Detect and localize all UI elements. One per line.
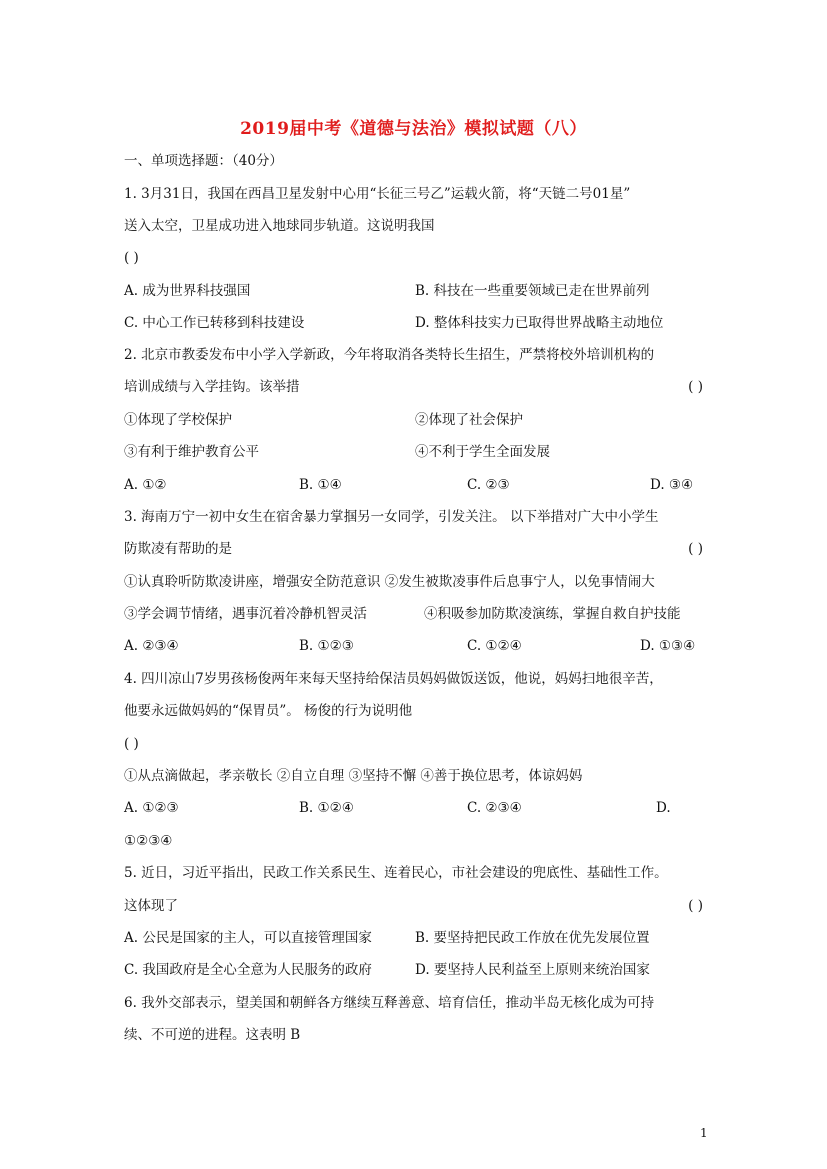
q3-option-a: A. ②③④ bbox=[124, 638, 179, 654]
q1-stem-line2: 送入太空，卫星成功进入地球同步轨道。这说明我国 bbox=[124, 218, 435, 234]
q5-answer-paren: ( ) bbox=[688, 898, 703, 914]
q3-statement-4: ④积吸参加防欺凌演练，掌握自救自护技能 bbox=[424, 606, 681, 622]
q4-stem-line2: 他要永远做妈妈的“保胃员”。 杨俊的行为说明他 bbox=[124, 703, 413, 719]
q2-stem-line2: 培训成绩与入学挂钩。该举措 bbox=[124, 379, 300, 395]
q2-answer-paren: ( ) bbox=[688, 379, 703, 395]
q3-answer-paren: ( ) bbox=[688, 541, 703, 557]
q1-answer-paren: ( ) bbox=[124, 250, 139, 266]
q3-option-c: C. ①②④ bbox=[467, 638, 522, 654]
q2-statement-2: ②体现了社会保护 bbox=[415, 412, 523, 428]
q3-stem-line2: 防欺凌有帮助的是 bbox=[124, 541, 232, 557]
section-heading: 一、单项选择题：（40分） bbox=[124, 153, 283, 169]
q3-stem-line1: 3. 海南万宁一初中女生在宿舍暴力掌掴另一女同学，引发关注。 以下举措对广大中小学生 bbox=[124, 509, 659, 525]
q4-option-c: C. ②③④ bbox=[467, 800, 522, 816]
q1-option-b: B. 科技在一些重要领域已走在世界前列 bbox=[415, 283, 650, 299]
q4-statements: ①从点滴做起，孝亲敬长 ②自立自理 ③坚持不懈 ④善于换位思考，体谅妈妈 bbox=[124, 768, 583, 784]
q5-stem-line2: 这体现了 bbox=[124, 898, 178, 914]
q2-statement-4: ④不利于学生全面发展 bbox=[415, 444, 550, 460]
q4-option-d-value: ①②③④ bbox=[124, 833, 173, 849]
q5-stem-line1: 5. 近日，习近平指出，民政工作关系民生、连着民心，市社会建设的兜底性、基础性工作。 bbox=[124, 865, 668, 881]
q6-stem-line1: 6. 我外交部表示，望美国和朝鲜各方继续互释善意、培育信任，推动半岛无核化成为可持 bbox=[124, 995, 655, 1011]
q2-option-d: D. ③④ bbox=[650, 477, 694, 493]
q4-option-d-label: D. bbox=[656, 800, 671, 816]
q4-option-a: A. ①②③ bbox=[124, 800, 179, 816]
q3-option-d: D. ①③④ bbox=[640, 638, 696, 654]
q2-stem-line1: 2. 北京市教委发布中小学入学新政，今年将取消各类特长生招生，严禁将校外培训机构的 bbox=[124, 347, 655, 363]
q2-statement-3: ③有利于维护教育公平 bbox=[124, 444, 259, 460]
exam-title: 2019届中考《道德与法治》模拟试题（八） bbox=[240, 119, 587, 139]
q3-statement-3: ③学会调节情绪，遇事沉着冷静机智灵活 bbox=[124, 606, 367, 622]
q4-option-b: B. ①②④ bbox=[299, 800, 354, 816]
q5-option-d: D. 要坚持人民利益至上原则来统治国家 bbox=[415, 962, 650, 978]
page-number: 1 bbox=[700, 1126, 708, 1140]
q2-option-c: C. ②③ bbox=[467, 477, 510, 493]
q2-option-a: A. ①② bbox=[124, 477, 167, 493]
q2-option-b: B. ①④ bbox=[299, 477, 342, 493]
q1-option-d: D. 整体科技实力已取得世界战略主动地位 bbox=[415, 315, 664, 331]
q1-option-a: A. 成为世界科技强国 bbox=[124, 283, 251, 299]
q5-option-b: B. 要坚持把民政工作放在优先发展位置 bbox=[415, 930, 650, 946]
q4-answer-paren: ( ) bbox=[124, 736, 139, 752]
q1-stem-line1: 1. 3月31日，我国在西昌卫星发射中心用“长征三号乙”运载火箭，将“天链二号01星” bbox=[124, 186, 631, 202]
q5-option-a: A. 公民是国家的主人，可以直接管理国家 bbox=[124, 930, 372, 946]
q5-option-c: C. 我国政府是全心全意为人民服务的政府 bbox=[124, 962, 372, 978]
q6-stem-line2: 续、不可逆的进程。这表明 B bbox=[124, 1027, 301, 1043]
q3-option-b: B. ①②③ bbox=[299, 638, 354, 654]
q1-option-c: C. 中心工作已转移到科技建设 bbox=[124, 315, 305, 331]
q3-statements-1-2: ①认真聆听防欺凌讲座，增强安全防范意识 ②发生被欺凌事件后息事宁人，以免事情闹大 bbox=[124, 574, 655, 590]
q4-stem-line1: 4. 四川凉山7岁男孩杨俊两年来每天坚持给保洁员妈妈做饭送饭，他说，妈妈扫地很辛苦， bbox=[124, 671, 663, 687]
q2-statement-1: ①体现了学校保护 bbox=[124, 412, 232, 428]
